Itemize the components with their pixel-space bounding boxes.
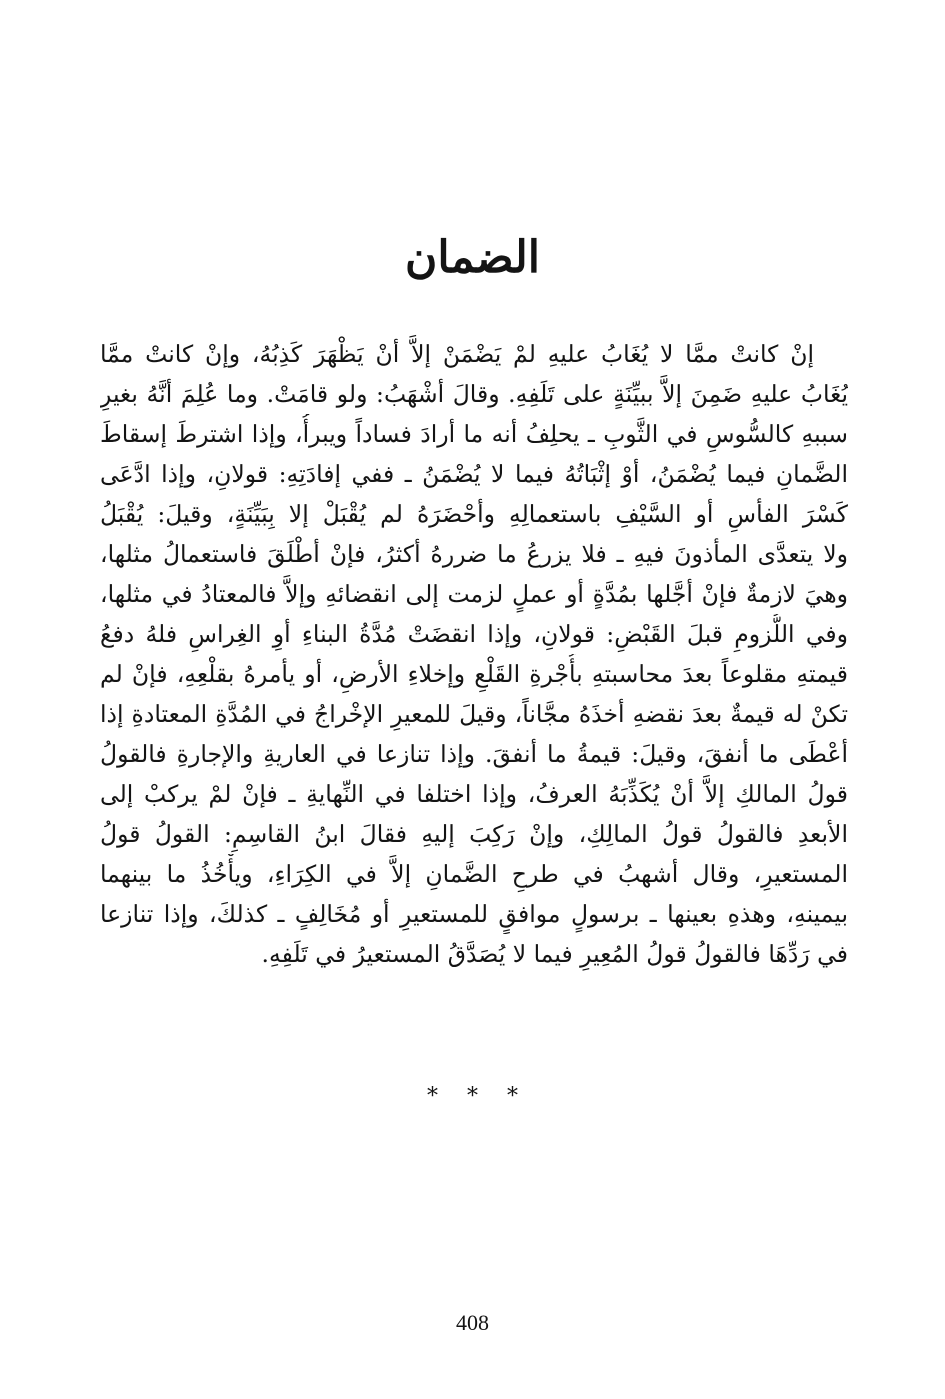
body-paragraph bbox=[100, 334, 848, 974]
text-line: في رَدِّهَا فالقولُ قولُ المُعِيرِ فيما لا يُصَدَّقُ المستعيرُ في تَلَفِهِ. bbox=[261, 940, 848, 968]
section-separator: * * * bbox=[427, 1084, 518, 1109]
text-line: ولا يتعدَّى المأذونَ فيهِ ـ فلا يزرعُ ما ضررهُ أكثرُ، فإنْ أطْلَقَ فاستعمالُ مثلها، bbox=[100, 540, 848, 568]
text-line: تكنْ له قيمةٌ بعدَ نقضهِ أخذَهُ مجَّاناً، وقيلَ للمعيرِ الإخْراجُ في المُدَّةِ المعتادةِ إذا bbox=[100, 700, 848, 728]
text-line: قيمتهِ مقلوعاً بعدَ محاسبتهِ بأُجْرةِ القَلْعِ وإخلاءِ الأرضِ، أو يأمرهُ بقلْعِهِ، فإنْ لم bbox=[100, 660, 848, 688]
text-line: أعْطَى ما أنفقَ، وقيلَ: قيمةُ ما أنفقَ. وإذا تنازعا في العاريةِ والإجارةِ فالقولُ bbox=[100, 740, 848, 768]
text-line: سببهِ كالسُّوسِ في الثَّوبِ ـ يحلِفُ أنه ما أرادَ فساداً ويبرأُ، وإذا اشترطَ إسقاطَ bbox=[100, 420, 848, 448]
page-number: 408 bbox=[456, 1310, 489, 1335]
text-line: بيمينهِ، وهذهِ بعينها ـ برسولٍ موافقٍ للمستعيرِ أو مُخَالِفٍ ـ كذلكَ، وإذا تنازعا bbox=[100, 900, 848, 928]
text-line: قولُ المالكِ إلاَّ أنْ يُكَذِّبَهُ العرفُ، وإذا اختلفا في النِّهايةِ ـ فإنْ لمْ يركبْ إلى bbox=[100, 780, 848, 808]
text-line: إنْ كانتْ ممَّا لا يُغَابُ عليهِ لمْ يَضْمَنْ إلاَّ أنْ يَظْهَرَ كَذِبُهُ، وإنْ كانتْ ممَّا bbox=[100, 340, 814, 368]
text-line: وهيَ لازمةٌ فإنْ أجَّلها بمُدَّةٍ أو عملٍ لزمت إلى انقضائهِ وإلاَّ فالمعتادُ في مثلها، bbox=[100, 580, 848, 608]
text-line: المستعيرِ، وقال أشهبُ في طرحِ الضَّمانِ إلاَّ في الكِرَاءِ، ويأْخُذُ ما بينهما bbox=[100, 860, 848, 888]
text-line: الأبعدِ فالقولُ قولُ المالِكِ، وإنْ رَكِبَ إليهِ فقالَ ابنُ القاسِمِ: القولُ قولُ bbox=[100, 820, 848, 848]
page-title: الضمان bbox=[405, 232, 540, 283]
text-line: الضَّمانِ فيما يُضْمَنُ، أوْ إثْبَاتُهُ فيما لا يُضْمَنُ ـ ففي إفادَتِهِ: قولانِ، وإذا ادَّعَى bbox=[100, 460, 848, 488]
text-line: كَسْرَ الفأسِ أو السَّيْفِ باستعمالِهِ وأحْضَرَهُ لم يُقْبَلْ إلا بِبَيِّنَةٍ، وقيلَ: يُقْبَلُ bbox=[100, 500, 848, 528]
text-line: وفي اللُّزومِ قبلَ القَبْضِ: قولانِ، وإذا انقضَتْ مُدَّةُ البناءِ أوِ الغِراسِ فلهُ دفعُ bbox=[100, 620, 848, 648]
text-line: يُغَابُ عليهِ ضَمِنَ إلاَّ ببيِّنَةٍ على تَلَفِهِ. وقالَ أشْهَبُ: ولو قامَتْ. وما عُلِمَ أنَّهُ بغيرِ bbox=[100, 380, 848, 408]
